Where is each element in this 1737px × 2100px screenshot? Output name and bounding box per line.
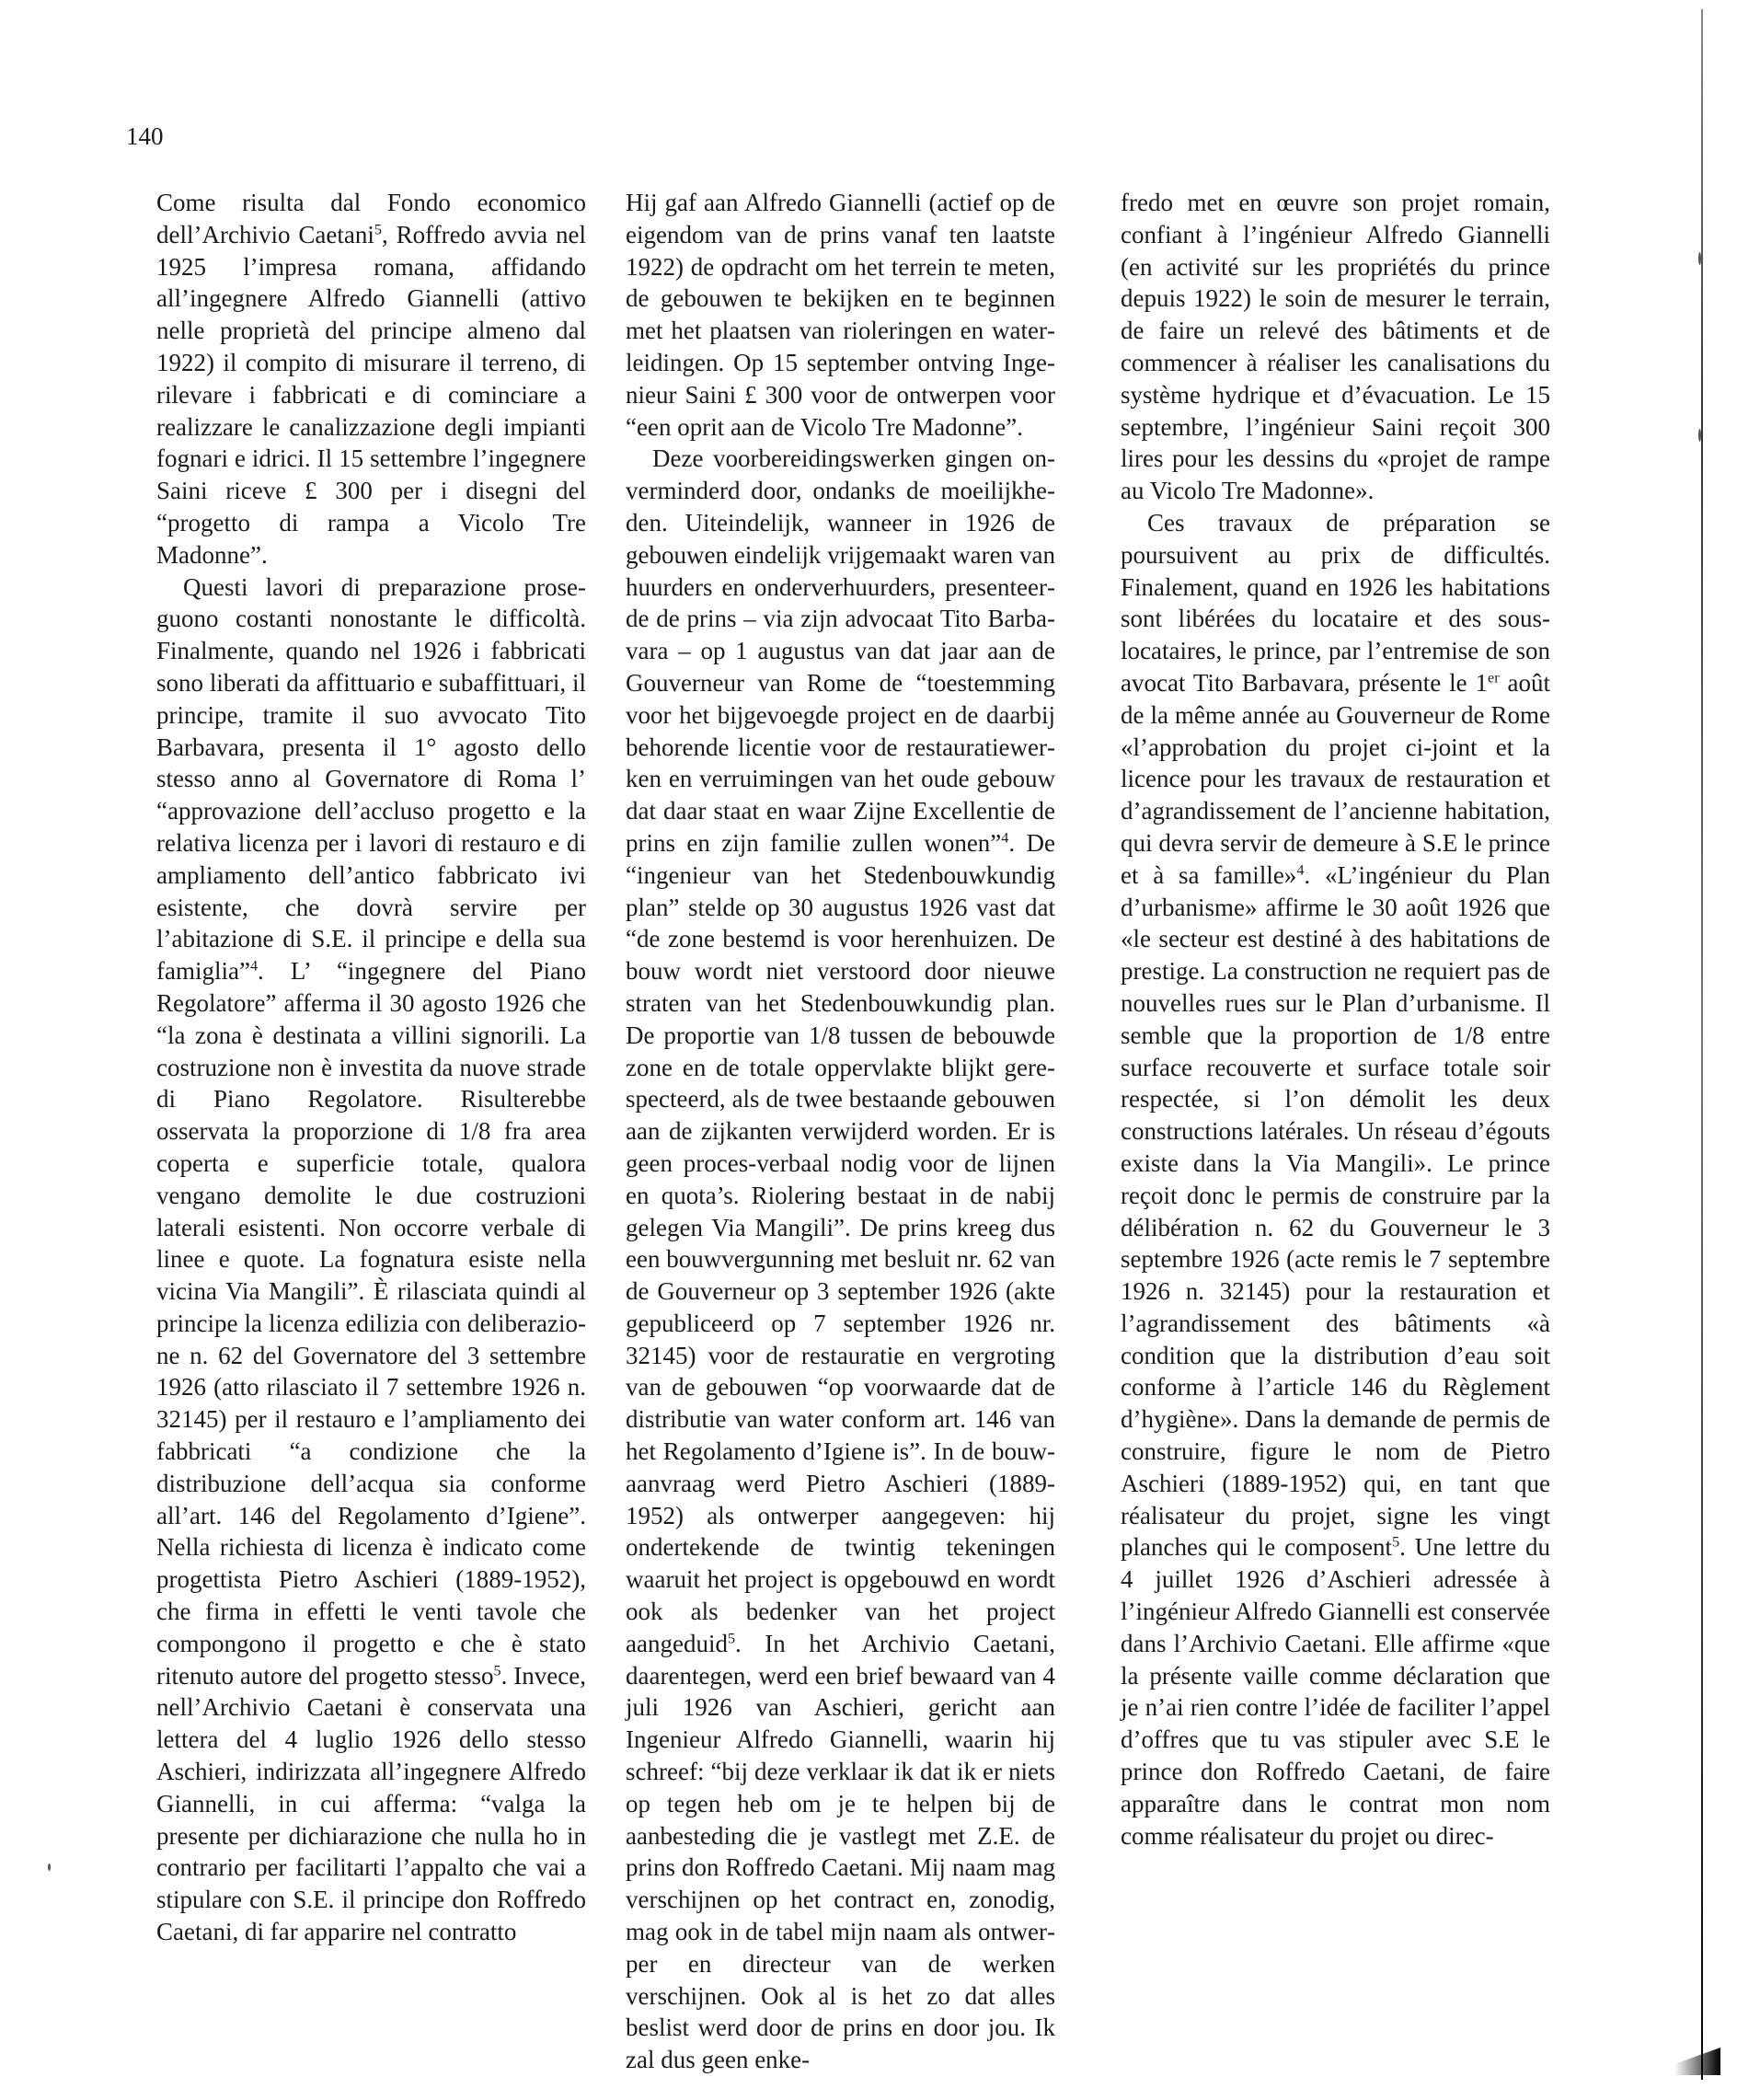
page-number: 140 [126,122,164,150]
italian-column [156,187,586,1948]
paragraph: Hij gaf aan Alfredo Giannelli (actief op de eigendom van de prins vanaf ten laatste 1922) de opdracht om het terrein te meten, de gebouwen te bekijken en te beginnen met het plaatsen van rioleringen en waterleidingen. Op 15 september ontving Ingenieur Saini £ 300 voor de ontwerpen voor “een oprit aan de Vicolo Tre Madonne”. [626,189,1055,441]
paragraph: Deze voorbereidingswerken gingen onverminderd door, ondanks de moeilijkheden. Uiteindelijk, wanneer in 1926 de gebouwen eindelijk vrijgemaakt waren van huurders en onderverhuurders, presenteerde de prins – via zijn advocaat Tito Barbavara – op 1 augustus van dat jaar aan de Gouverneur van Rome de “toestemming voor het bijgevoegde project en de daarbij behorende licentie voor de restauratiewerken en verruimingen van het oude gebouw dat daar staat en waar Zijne Excellentie de prins en zijn familie zullen wonen”$^4$. De “ingenieur van het Stedenbouwkundig plan” stelde op 30 augustus 1926 vast dat “de zone bestemd is voor herenhuizen. De bouw wordt niet verstoord door nieuwe straten van het Stedenbouwkundig plan. De proportie van 1/8 tussen de bebouwde zone en de totale oppervlakte blijkt gerespecteerd, als de twee bestaande gebouwen aan de zijkanten verwijderd worden. Er is geen proces-verbaal nodig voor de lijnen en quota’s. Riolering bestaat in de nabij gelegen Via Mangili”. De prins kreeg dus een bouwvergunning met besluit nr. 62 van de Gouverneur op 3 september 1926 (akte gepubliceerd op 7 september 1926 nr. 32145) voor de restauratie en vergroting van de gebouwen “op voorwaarde dat de distributie van water conform art. 146 van het Regolamento d’Igiene is”. In de bouwaanvraag werd Pietro Aschieri (1889-1952) als ontwerper aangegeven: hij ondertekende de twintig tekeningen waaruit het project is opgebouwd en wordt ook als bedenker van het project aangeduid$^5$. In het Archivio Caetani, daarentegen, werd een brief bewaard van 4 juli 1926 van Aschieri, gericht aan Ingenieur Alfredo Giannelli, waarin hij schreef: “bij deze verklaar ik dat ik er niets op tegen heb om je te helpen bij de aanbesteding die je vastlegt met Z.E. de prins don Roffredo Caetani. Mij naam mag verschijnen op het contract en, zonodig, mag ook in de tabel mijn naam als ontwerper en directeur van de werken verschijnen. Ook al is het zo dat alles beslist werd door de prins en door jou. Ik zal dus geen enke- [626,444,1056,2074]
scan-speck [48,1863,51,1871]
scan-speck [1698,252,1701,265]
page-corner-shadow [1674,2048,1720,2075]
paragraph: Questi lavori di preparazione proseguono costanti nonostante le difficoltà. Finalmente, quando nel 1926 i fabbricati sono liberati da affittuario e subaffittuari, il principe, tramite il suo avvocato Tito Barbavara, presenta il 1° agosto dello stesso anno al Governatore di Roma l’ “approvazione dell’accluso progetto e la relativa licenza per i lavori di restauro e di ampliamento dell’antico fabbricato ivi esistente, che dovrà servire per l’abitazione di S.E. il principe e della sua famiglia”$^4$. L’ “ingegnere del Piano Regolatore” afferma il 30 agosto 1926 che “la zona è destinata a villini signorili. La costruzione non è investita da nuove strade di Piano Regolatore. Risulterebbe osservata la proporzione di 1/8 fra area coperta e superficie totale, qualora vengano demolite le due costruzioni laterali esistenti. Non occorre verbale di linee e quote. La fognatura esiste nella vicina Via Mangili”. È rilasciata quindi al principe la licenza edilizia con deliberazione n. 62 del Governatore del 3 settembre 1926 (atto rilasciato il 7 settembre 1926 n. 32145) per il restauro e l’ampliamento dei fabbricati “a condizione che la distribuzione dell’acqua sia conforme all’art. 146 del Regolamento d’Igiene”. Nella richiesta di licenza è indicato come progettista Pietro Aschieri (1889-1952), che firma in effetti le venti tavole che compongono il progetto e che è stato ritenuto autore del progetto stesso$^5$. Invece, nell’Archivio Caetani è conservata una lettera del 4 luglio 1926 dello stesso Aschieri, indirizzata all’ingegnere Alfredo Giannelli, in cui afferma: “valga la presente per dichiarazione che nulla ho in contrario per facilitarti l’appalto che vai a stipulare con S.E. il principe don Roffredo Caetani, di far apparire nel contratto [156,572,586,1946]
dutch-column [626,187,1055,2076]
page-binding-edge [1701,9,1703,2080]
scan-speck [1698,429,1701,442]
paragraph: Come risulta dal Fondo economico dell’Archivio Caetani$^5$, Roffredo avvia nel 1925 l’impresa romana, affidando all’ingegnere Alfredo Giannelli (attivo nelle proprietà del principe almeno dal 1922) il compito di misurare il terreno, di rilevare i fabbricati e di cominciare a realizzare le canalizzazione degli impianti fognari e idrici. Il 15 settembre l’ingegnere Saini riceve £ 300 per i disegni del “progetto di rampa a Vicolo Tre Madonne”. [156,189,586,569]
paragraph: Ces travaux de préparation se poursuivent au prix de difficultés. Finalement, quand en 1926 les habitations sont libérées du locataire et des sous-locataires, le prince, par l’entremise de son avocat Tito Barbavara, présente le 1er août de la même année au Gouverneur de Rome «l’approbation du projet ci-joint et la licence pour les travaux de restauration et d’agrandissement de l’ancienne habitation, qui devra servir de demeure à S.E le prince et à sa famille»$^4$. «L’ingénieur du Plan d’urbanisme» affirme le 30 août 1926 que «le secteur est destiné à des habitations de prestige. La construction ne requiert pas de nouvelles rues sur le Plan d’urbanisme. Il semble que la proportion de 1/8 entre surface recouverte et surface totale soir respectée, si l’on démolit les deux constructions latérales. Un réseau d’égouts existe dans la Via Mangili». Le prince reçoit donc le permis de construire par la délibération n. 62 du Gouverneur le 3 septembre 1926 (acte remis le 7 septembre 1926 n. 32145) pour la restauration et l’agrandissement des bâtiments «à condition que la distribution d’eau soit conforme à l’article 146 du Règlement d’hygiène». Dans la demande de permis de construire, figure le nom de Pietro Aschieri (1889-1952) qui, en tant que réalisateur du projet, signe les vingt planches qui le composent$^5$. Une lettre du 4 juillet 1926 d’Aschieri adressée à l’ingénieur Alfredo Giannelli est conservée dans l’Archivio Caetani. Elle affirme «que la présente vaille comme déclaration que je n’ai rien contre l’idée de faciliter l’appel d’offres que tu vas stipuler avec S.E le prince don Roffredo Caetani, de faire apparaître dans le contrat mon nom comme réalisateur du projet ou direc- [1121,508,1551,1850]
french-column [1121,187,1550,1852]
paragraph: fredo met en œuvre son projet romain, confiant à l’ingénieur Alfredo Giannelli (en activité sur les propriétés du prince depuis 1922) le soin de mesurer le terrain, de faire un relevé des bâtiments et de commencer à réaliser les canalisations du système hydrique et d’évacuation. Le 15 septembre, l’ingénieur Saini reçoit 300 lires pour les dessins du «projet de rampe au Vicolo Tre Madonne». [1121,189,1550,505]
